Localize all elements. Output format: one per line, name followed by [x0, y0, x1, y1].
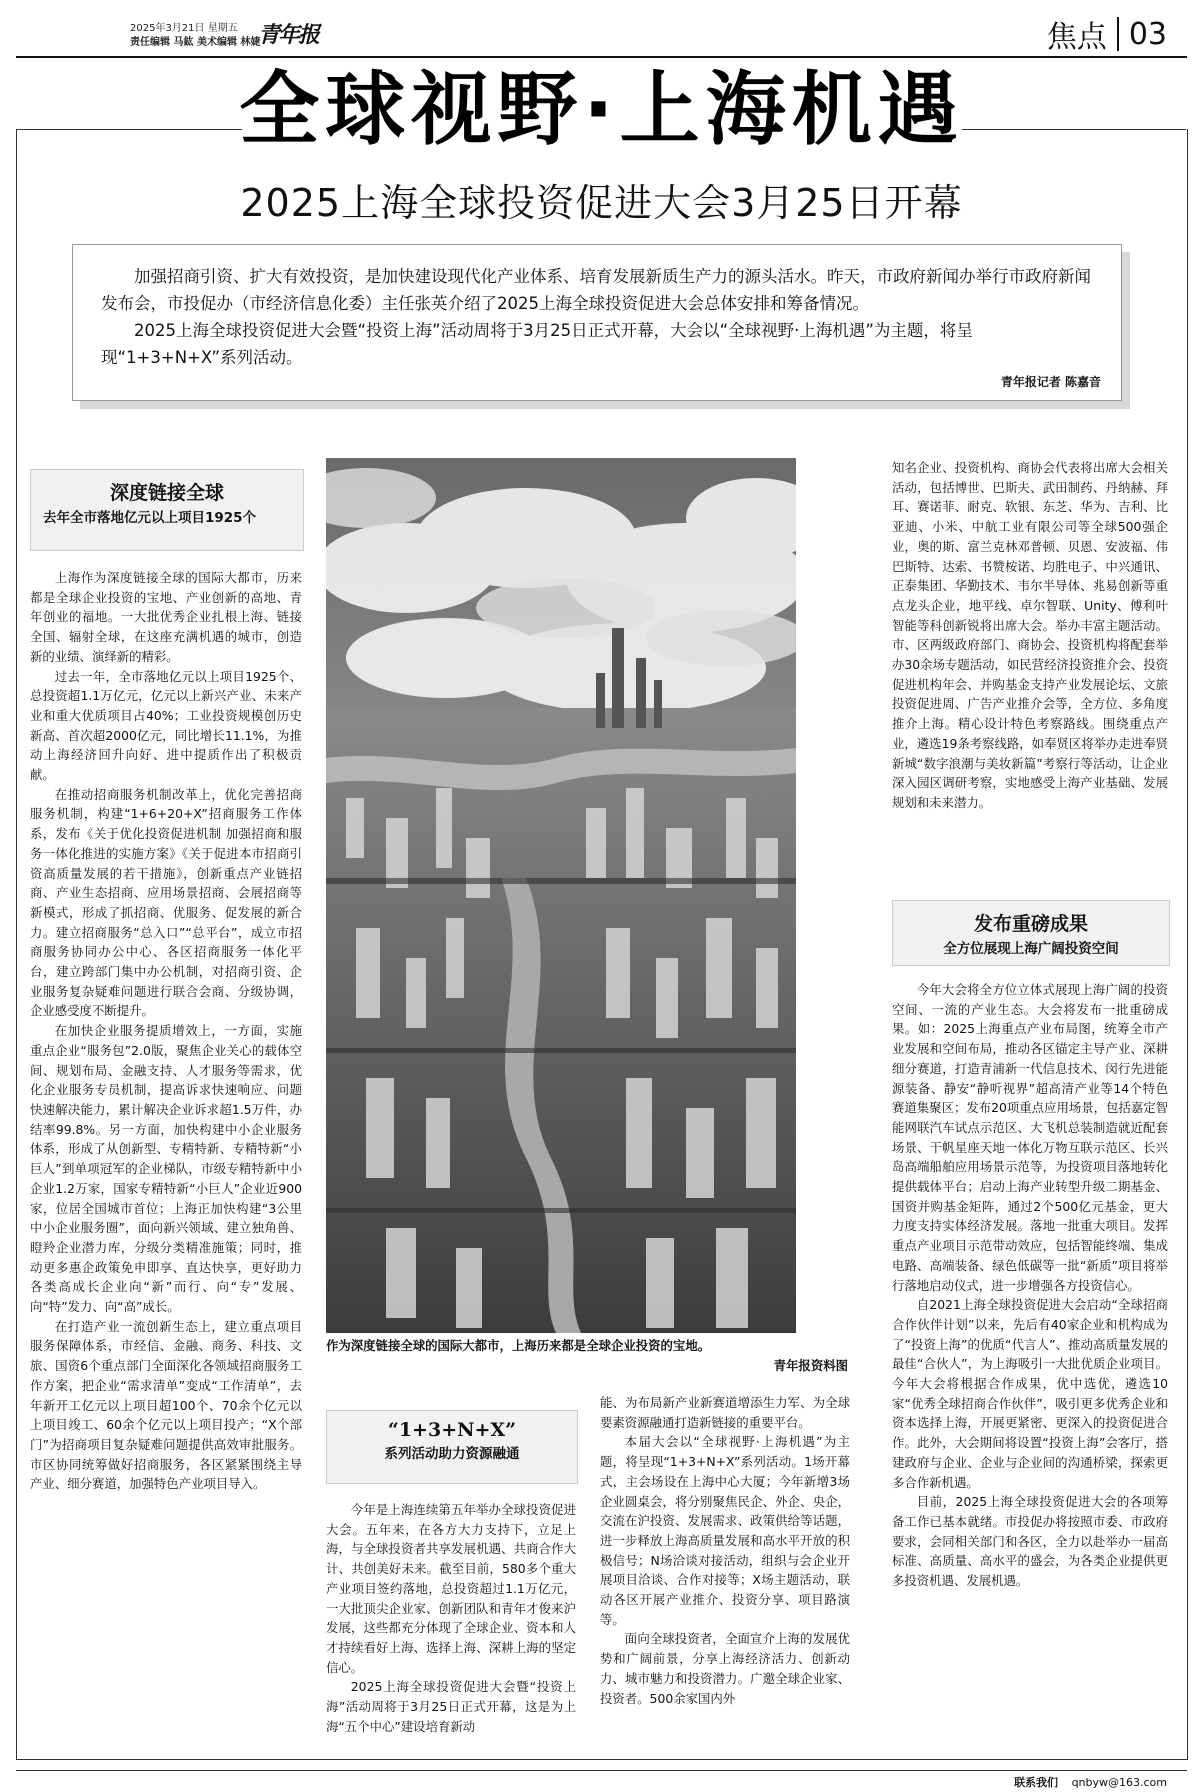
- body-paragraph: 2025上海全球投资促进大会暨“投资上海”活动周将于3月25日正式开幕，这是为上海“五个中心”建设培育新动: [326, 1679, 576, 1734]
- body-paragraph: 在加快企业服务提质增效上，一方面，实施重点企业“服务包”2.0版，聚焦企业关心的载体空间、规划布局、金融支持、人才服务等需求，优化企业服务专员机制，提高诉求快速响应、问题快速解决能力，累计解决企业诉求超1.5万件，办结率99.8%。另一方面，加快构建中小企业服务体系，形成了从创新型、专精特新、专精特新“小巨人”到单项冠军的企业梯队，市级专精特新中小企业1.2万家，国家专精特新“小巨人”企业近900家，位居全国城市首位；上海正加快构建“3公里中小企业服务圈”，面向新兴领域、建立独角兽、瞪羚企业潜力库，分级分类精准施策；同时，推动更多惠企政策免申即享、直达快享，更好助力各类高成长企业向“新”而行、向“专”发展、向“特”发力、向“高”成长。: [30, 1023, 302, 1315]
- body-paragraph: 目前，2025上海全球投资促进大会的各项筹备工作已基本就绪。市投促办将按照市委、市政府要求，会同相关部门和各区，全力以赴举办一届高标准、高质量、高水平的盛会，为各类企业提供更多投资机遇、发展机遇。: [892, 1494, 1168, 1589]
- footer: [1014, 1774, 1167, 1790]
- photo-caption: 作为深度链接全球的国际大都市，上海历来都是全球企业投资的宝地。: [326, 1338, 711, 1353]
- body-paragraph: 在推动招商服务机制改革上，优化完善招商服务机制，构建“1+6+20+X”招商服务工作体系，发布《关于优化投资促进机制 加强招商和服务一体化推进的实施方案》《关于促进本市招商引资高质量发展的若干措施》，创新重点产业链招商、产业生态招商、应用场景招商、会展招商等新模式，形成了抓招商、优服务、促发展的新合力。建立招商服务“总入口”“总平台”，成立市招商服务协同办公中心、各区招商服务一体化平台，建立跨部门集中办公机制，对招商引资、企业服务复杂疑难问题进行联合会商、分级协调，企业感受度不断提升。: [30, 786, 302, 1019]
- page-number: 03: [1128, 16, 1167, 52]
- photo-credit: 青年报资料图: [773, 1358, 848, 1373]
- photo-illustration: [326, 458, 796, 1333]
- page-subtitle: 2025上海全球投资促进大会3月25日开幕: [240, 181, 963, 225]
- newspaper-logo: 青年报: [258, 22, 319, 48]
- editors-line: 责任编辑 马鈜 美术编辑 林婕: [130, 37, 261, 48]
- body-paragraph: 能、为布局新产业新赛道增添生力军、为全球要素资源融通打造新链接的重要平台。: [600, 1395, 850, 1430]
- section2-heading-box: [326, 1410, 578, 1484]
- body-paragraph: 今年是上海连续第五年举办全球投资促进大会。五年来，在各方大力支持下，立足上海，与全球投资者共享发展机遇、共商合作大计、共创美好未来。截至目前，580多个重大产业项目签约落地，总投资超过1.1万亿元，一大批顶尖企业家、创新团队和青年才俊来沪发展，这些都充分体现了全球企业、资本和人才持续看好上海、选择上海、深耕上海的坚定信心。: [326, 1502, 576, 1675]
- body-paragraph: 上海作为深度链接全球的国际大都市，历来都是全球企业投资的宝地、产业创新的高地、青年创业的福地。一大批优秀企业扎根上海、链接全国、辐射全球，在这座充满机遇的城市，创造新的业绩、演绎新的精彩。: [30, 570, 302, 664]
- section1-subheading: 去年全市落地亿元以上项目1925个: [43, 510, 257, 526]
- footer-contact-label: 联系我们: [1014, 1776, 1059, 1789]
- section2-heading: “1+3+N+X”: [387, 1419, 517, 1441]
- section3-heading-box: [892, 900, 1170, 966]
- section3-subheading: 全方位展现上海广阔投资空间: [943, 941, 1119, 957]
- photo-caption-block: [326, 1336, 848, 1376]
- section-divider: [1117, 17, 1119, 51]
- issue-date: 2025年3月21日 星期五: [130, 23, 238, 34]
- lead-paragraph: 加强招商引资、扩大有效投资，是加快建设现代化产业体系、培育发展新质生产力的源头活水。昨天，市政府新闻办举行市政府新闻发布会，市投促办（市经济信息化委）主任张英介绍了2025上海全球投资促进大会总体安排和筹备情况。: [101, 267, 1091, 313]
- lead-paragraph: 2025上海全球投资促进大会暨“投资上海”活动周将于3月25日正式开幕，大会以“全球视野·上海机遇”为主题，将呈现“1+3+N+X”系列活动。: [101, 321, 973, 367]
- body-paragraph: 在打造产业一流创新生态上，建立重点项目服务保障体系，市经信、金融、商务、科技、文旅、国资6个重点部门全面深化各领域招商服务工作方案，把企业“需求清单”变成“工作清单”，去年新开工亿元以上项目超100个、70余个亿元以上项目竣工、60余个亿元以上项目投产；“X个部门”为招商项目复杂疑难问题提供高效审批服务。市区协同统筹做好招商服务，各区紧紧围绕主导产业、细分赛道，加强特色产业项目导入。: [30, 1318, 302, 1492]
- byline: 青年报记者 陈嘉音: [1000, 375, 1101, 389]
- section3-top-body: [892, 458, 1168, 886]
- section3-body: [892, 980, 1168, 1750]
- section1-heading: 深度链接全球: [109, 482, 224, 504]
- footer-rule: [16, 1770, 1187, 1771]
- section-marker: [1047, 12, 1167, 56]
- lead-box: [72, 244, 1122, 401]
- body-paragraph: 本届大会以“全球视野·上海机遇”为主题，将呈现“1+3+N+X”系列活动。1场开幕式，主会场设在上海中心大厦；今年新增3场企业圆桌会，将分别聚焦民企、外企、央企，交流在沪投资、发展需求、政策供给等话题，进一步释放上海高质量发展和高水平开放的积极信号；N场洽谈对接活动，组织与会企业开展项目洽谈、合作对接等；X场主题活动，联动各区开展产业推介、投资分享、项目路演等。: [600, 1434, 850, 1627]
- body-paragraph: 知名企业、投资机构、商协会代表将出席大会相关活动，包括博世、巴斯夫、武田制药、丹纳赫、拜耳、赛诺菲、耐克、软银、东芝、华为、吉利、比亚迪、小米、中航工业有限公司等全球500强企业，奥的斯、富兰克林邓普顿、贝恩、安波福、伟巴斯特、达索、书赞桉诺、均胜电子、中兴通讯、正泰集团、华勤技术、韦尔半导体、兆易创新等重点龙头企业，地平线、卓尔智联、Unity、傅利叶智能等科创新锐将出席大会。举办丰富主题活动。市、区两级政府部门、商协会、投资机构将配套举办30余场专题活动，如民营经济投资推介会、投资促进机构年会、并购基金支持产业发展论坛、文旅投资促进周、广告产业推介会等，全方位、多角度推介上海。精心设计特色考察路线。围绕重点产业，遴选19条考察线路，如奉贤区将举办走进奉贤新城“数字浪潮与美妆新篇”考察行等活动，让企业深入园区调研考察，实地感受上海产业基础、发展规划和未来潜力。: [892, 460, 1168, 810]
- section2-body-a: [326, 1500, 576, 1750]
- section2-subheading: 系列活动助力资源融通: [384, 1446, 520, 1462]
- section1-heading-box: [30, 469, 304, 551]
- footer-email[interactable]: qnbyw@163.com: [1071, 1776, 1167, 1789]
- section1-body: [30, 568, 302, 1748]
- body-paragraph: 过去一年，全市落地亿元以上项目1925个、总投资超1.1万亿元，亿元以上新兴产业、未来产业和重大优质项目占40%；工业投资规模创历史新高、首次超2000亿元，同比增长11.1%，为推动上海经济回升向好、进中提质作出了积极贡献。: [30, 668, 302, 783]
- header-rule: [16, 56, 1187, 58]
- body-paragraph: 今年大会将全方位立体式展现上海广阔的投资空间、一流的产业生态。大会将发布一批重磅成果。如：2025上海重点产业布局图，统筹全市产业发展和空间布局，推动各区锚定主导产业、深耕细分赛道，打造青浦新一代信息技术、闵行先进能源装备、静安“静听视界”超高清产业等14个特色赛道集聚区；发布20项重点应用场景，包括嘉定智能网联汽车试点示范区、大飞机总装制造就近配套场景、干帆星座天地一体化万物互联示范区、长兴岛高端船舶应用场景示范等，为投资项目落地转化提供载体平台；启动上海产业转型升级二期基金、国资并购基金矩阵，通过2个500亿元基金，更大力度支持实体经济发展。落地一批重大项目。发挥重点产业项目示范带动效应，包括智能终端、集成电路、高端装备、绿色低碳等一批“新质”项目将举行落地启动仪式，进一步增强各方投资信心。: [892, 982, 1168, 1293]
- section3-heading: 发布重磅成果: [973, 913, 1088, 935]
- header-meta: [130, 22, 260, 50]
- page-title: 全球视野·上海机遇: [239, 63, 964, 156]
- body-paragraph: 自2021上海全球投资促进大会启动“全球招商合作伙伴计划”以来，先后有40家企业和机构成为了“投资上海”的优质“代言人”、推动高质量发展的最佳“合伙人”，为上海吸引一大批优质企业项目。今年大会将根据合作成果，优中选优，遴选10家“优秀全球招商合作伙伴”，吸引更多优秀企业和资本选择上海，开展更紧密、更深入的投资促进合作。此外，大会期间将设置“投资上海”会客厅，搭建政府与企业、企业与企业间的沟通桥梁，探索更多合作新机遇。: [892, 1297, 1168, 1490]
- city-aerial-photo: [326, 458, 796, 1333]
- lead-text: [101, 263, 1091, 371]
- section-name: 焦点: [1046, 20, 1107, 55]
- body-paragraph: 面向全球投资者，全面宣介上海的发展优势和广阔前景，分享上海经济活力、创新动力、城市魅力和投资潜力。广邀全球企业家、投资者。500余家国内外: [600, 1631, 850, 1706]
- section2-body-b: [600, 1393, 850, 1750]
